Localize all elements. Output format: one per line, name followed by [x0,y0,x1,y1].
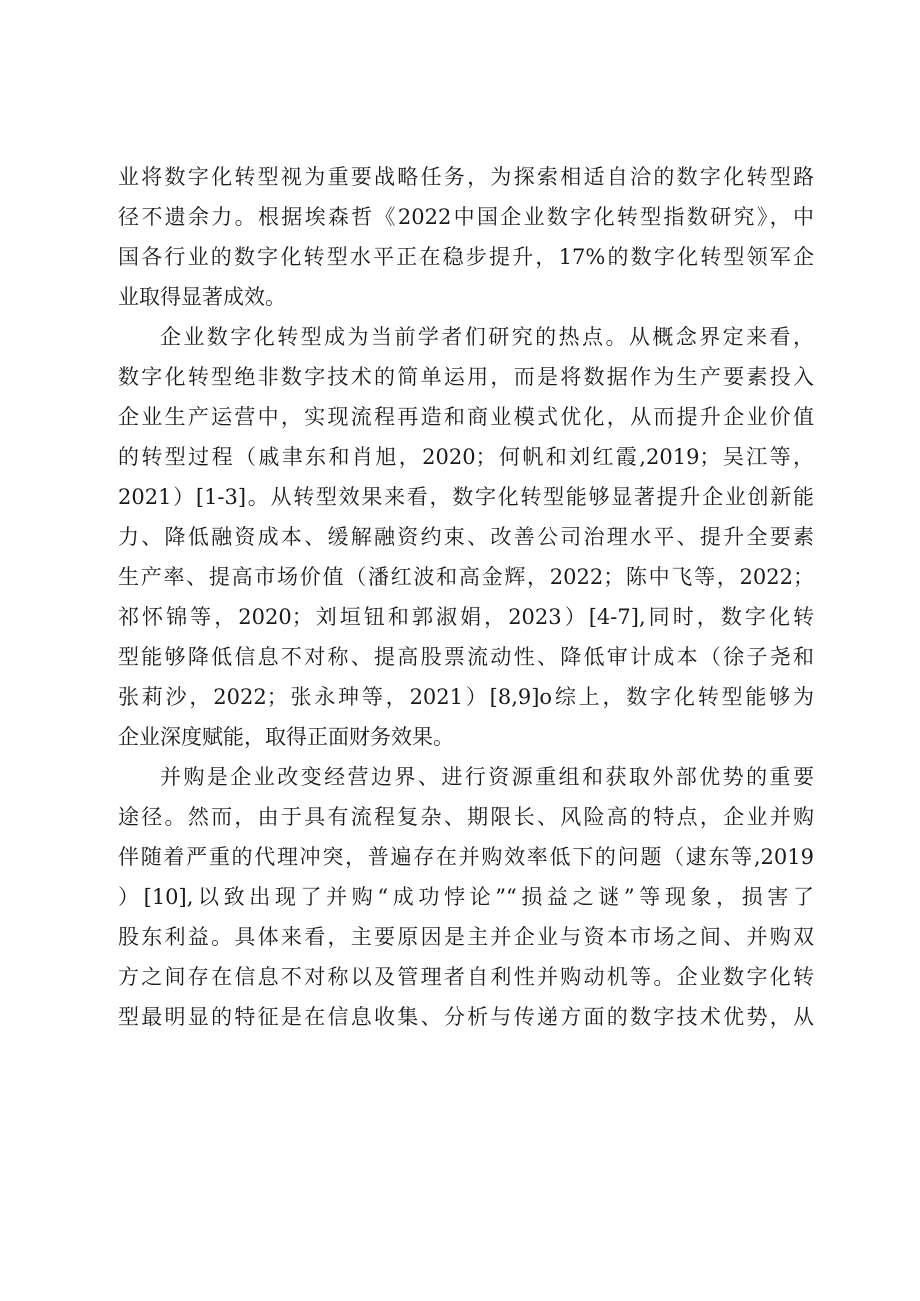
paragraph-1-line-3: 国各行业的数字化转型水平正在稳步提升，17%的数字化转型领军企 [118,245,814,269]
paragraph-2-line-8: 祁怀锦等，2020；刘垣钮和郭淑娟，2023）[4-7],同时，数字化转 [118,605,814,629]
paragraph-3-line-7: 型最明显的特征是在信息收集、分析与传递方面的数字技术优势，从 [118,1005,814,1029]
paragraph-3-line-4: ）[10],以致出现了并购“成功悖论”“损益之谜”等现象，损害了 [118,885,814,909]
paragraph-3-line-1: 并购是企业改变经营边界、进行资源重组和获取外部优势的重要 [160,765,814,789]
paragraph-3-line-3: 伴随着严重的代理冲突，普遍存在并购效率低下的问题（逮东等,2019 [118,845,814,869]
paragraph-3-line-6: 方之间存在信息不对称以及管理者自利性并购动机等。企业数字化转 [118,965,814,989]
paragraph-1-line-1: 业将数字化转型视为重要战略任务，为探索相适自洽的数字化转型路 [118,165,814,189]
paragraph-2-line-5: 2021）[1-3]。从转型效果来看，数字化转型能够显著提升企业创新能 [118,485,814,509]
paragraph-2-line-4: 的转型过程（戚聿东和肖旭，2020；何帆和刘红霞,2019；吴江等， [118,445,814,469]
paragraph-2-line-7: 生产率、提高市场价值（潘红波和高金辉，2022；陈中飞等，2022； [118,565,814,589]
body-text [118,157,814,1037]
paragraph-2-line-6: 力、降低融资成本、缓解融资约束、改善公司治理水平、提升全要素 [118,525,814,549]
paragraph-2-line-1: 企业数字化转型成为当前学者们研究的热点。从概念界定来看， [160,325,814,349]
paragraph-3-line-5: 股东利益。具体来看，主要原因是主并企业与资本市场之间、并购双 [118,925,814,949]
paragraph-2-line-3: 企业生产运营中，实现流程再造和商业模式优化，从而提升企业价值 [118,405,814,429]
paragraph-3-line-2: 途径。然而，由于具有流程复杂、期限长、风险高的特点，企业并购 [118,805,814,829]
paragraph-2-line-9: 型能够降低信息不对称、提高股票流动性、降低审计成本（徐子尧和 [118,645,814,669]
paragraph-1-line-4: 业取得显著成效。 [118,285,286,309]
paragraph-2-line-10: 张莉沙，2022；张永珅等，2021）[8,9]o综上，数字化转型能够为 [118,685,814,709]
paragraph-2-line-11: 企业深度赋能，取得正面财务效果。 [118,725,454,749]
paragraph-1-line-2: 径不遗余力。根据埃森哲《2022中国企业数字化转型指数研究》，中 [118,205,814,229]
paragraph-2-line-2: 数字化转型绝非数字技术的简单运用，而是将数据作为生产要素投入 [118,365,814,389]
